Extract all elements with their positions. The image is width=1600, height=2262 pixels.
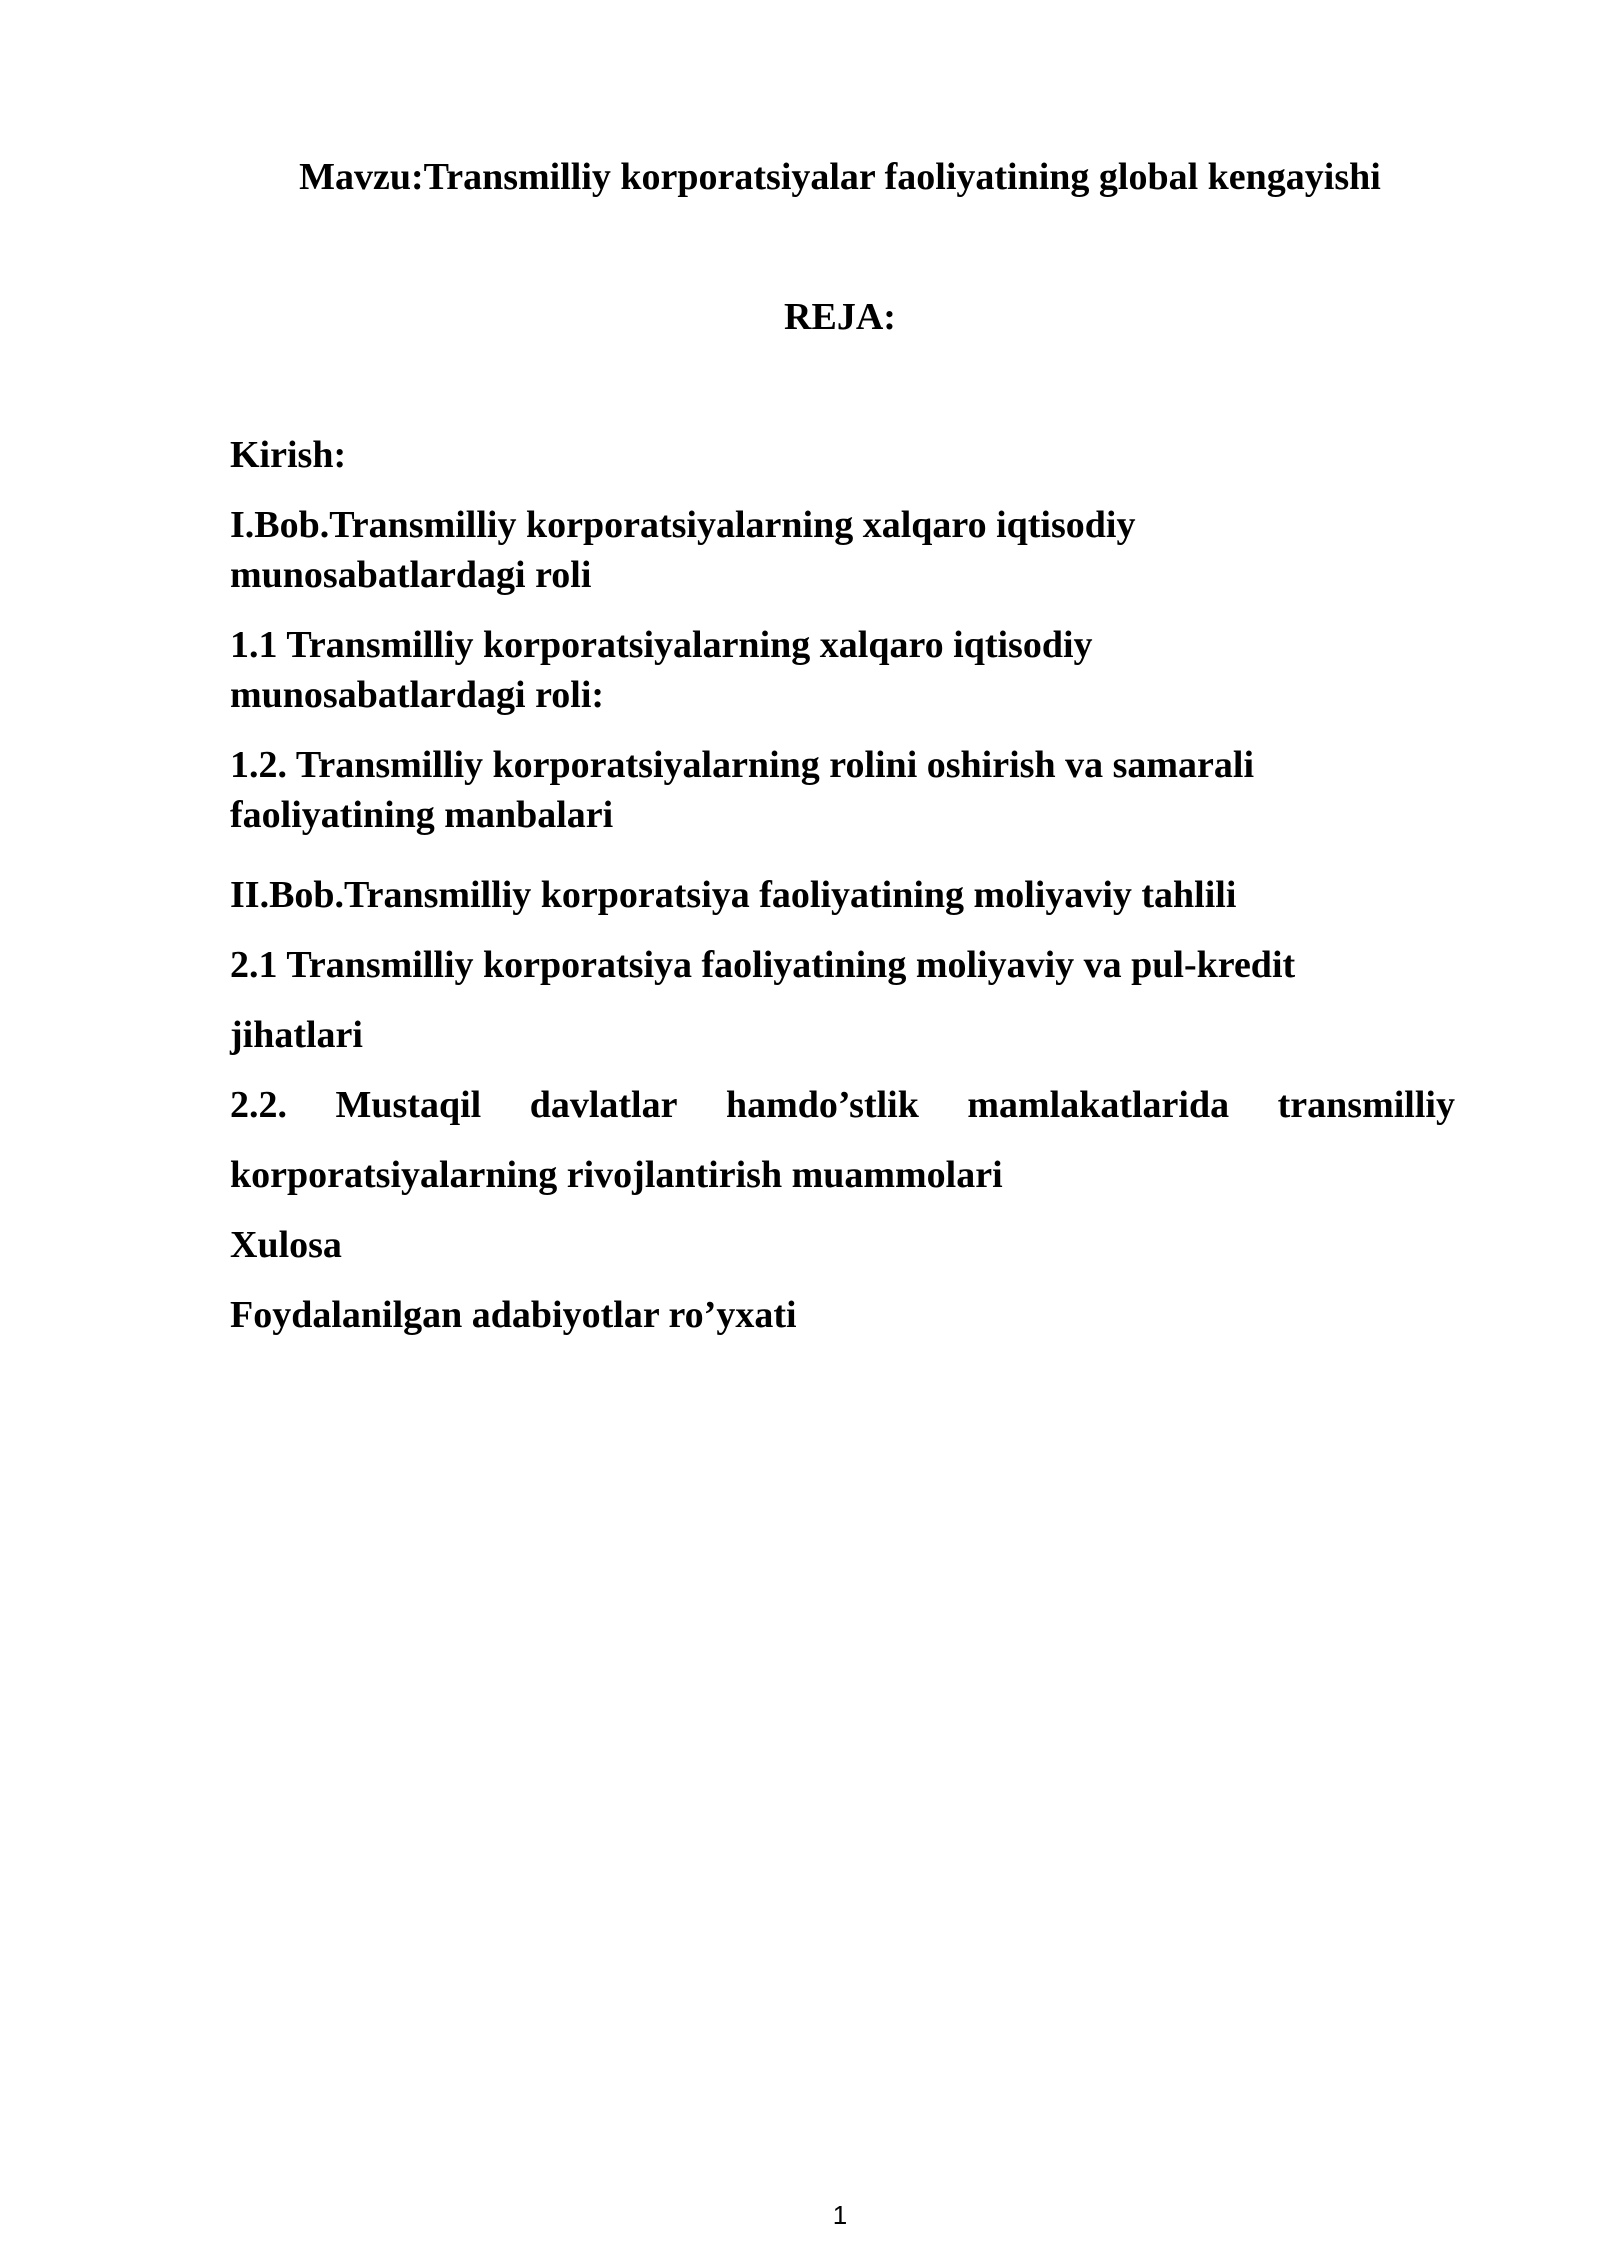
plan-item-section-1-2: 1.2. Transmilliy korporatsiyalarning rolini oshirish va samarali faoliyatining manbalari: [230, 744, 1254, 836]
plan-item-section-2-2-line-2: korporatsiyalarning rivojlantirish muammolari: [230, 1154, 1003, 1196]
plan-heading: REJA:: [784, 296, 896, 338]
plan-item-bob-2: II.Bob.Transmilliy korporatsiya faoliyatining moliyaviy tahlili: [230, 874, 1237, 916]
plan-item-bob-1: I.Bob.Transmilliy korporatsiyalarning xalqaro iqtisodiy munosabatlardagi roli: [230, 504, 1136, 596]
document-title: Mavzu:Transmilliy korporatsiyalar faoliyatining global kengayishi: [299, 156, 1381, 198]
plan-item-section-2-1-line-1: 2.1 Transmilliy korporatsiya faoliyatining moliyaviy va pul-kredit: [230, 944, 1296, 986]
plan-word: 2.2.: [230, 1084, 287, 1126]
plan-item-xulosa: Xulosa: [230, 1224, 342, 1266]
page-number: 1: [832, 2200, 848, 2230]
plan-word: transmilliy: [1277, 1084, 1455, 1126]
plan-word: mamlakatlarida: [967, 1084, 1230, 1126]
plan-word: Mustaqil: [335, 1084, 482, 1126]
plan-item-section-1-1: 1.1 Transmilliy korporatsiyalarning xalqaro iqtisodiy munosabatlardagi roli:: [230, 624, 1093, 716]
plan-item-section-2-2-line-1: [230, 1070, 1455, 1140]
plan-item-kirish: Kirish:: [230, 434, 347, 476]
plan-list: [230, 430, 1455, 1350]
plan-word: hamdo’stlik: [725, 1084, 919, 1126]
plan-word: davlatlar: [529, 1084, 678, 1126]
plan-item-adabiyotlar: Foydalanilgan adabiyotlar ro’yxati: [230, 1294, 797, 1336]
plan-item-section-2-1-line-2: jihatlari: [230, 1014, 363, 1056]
